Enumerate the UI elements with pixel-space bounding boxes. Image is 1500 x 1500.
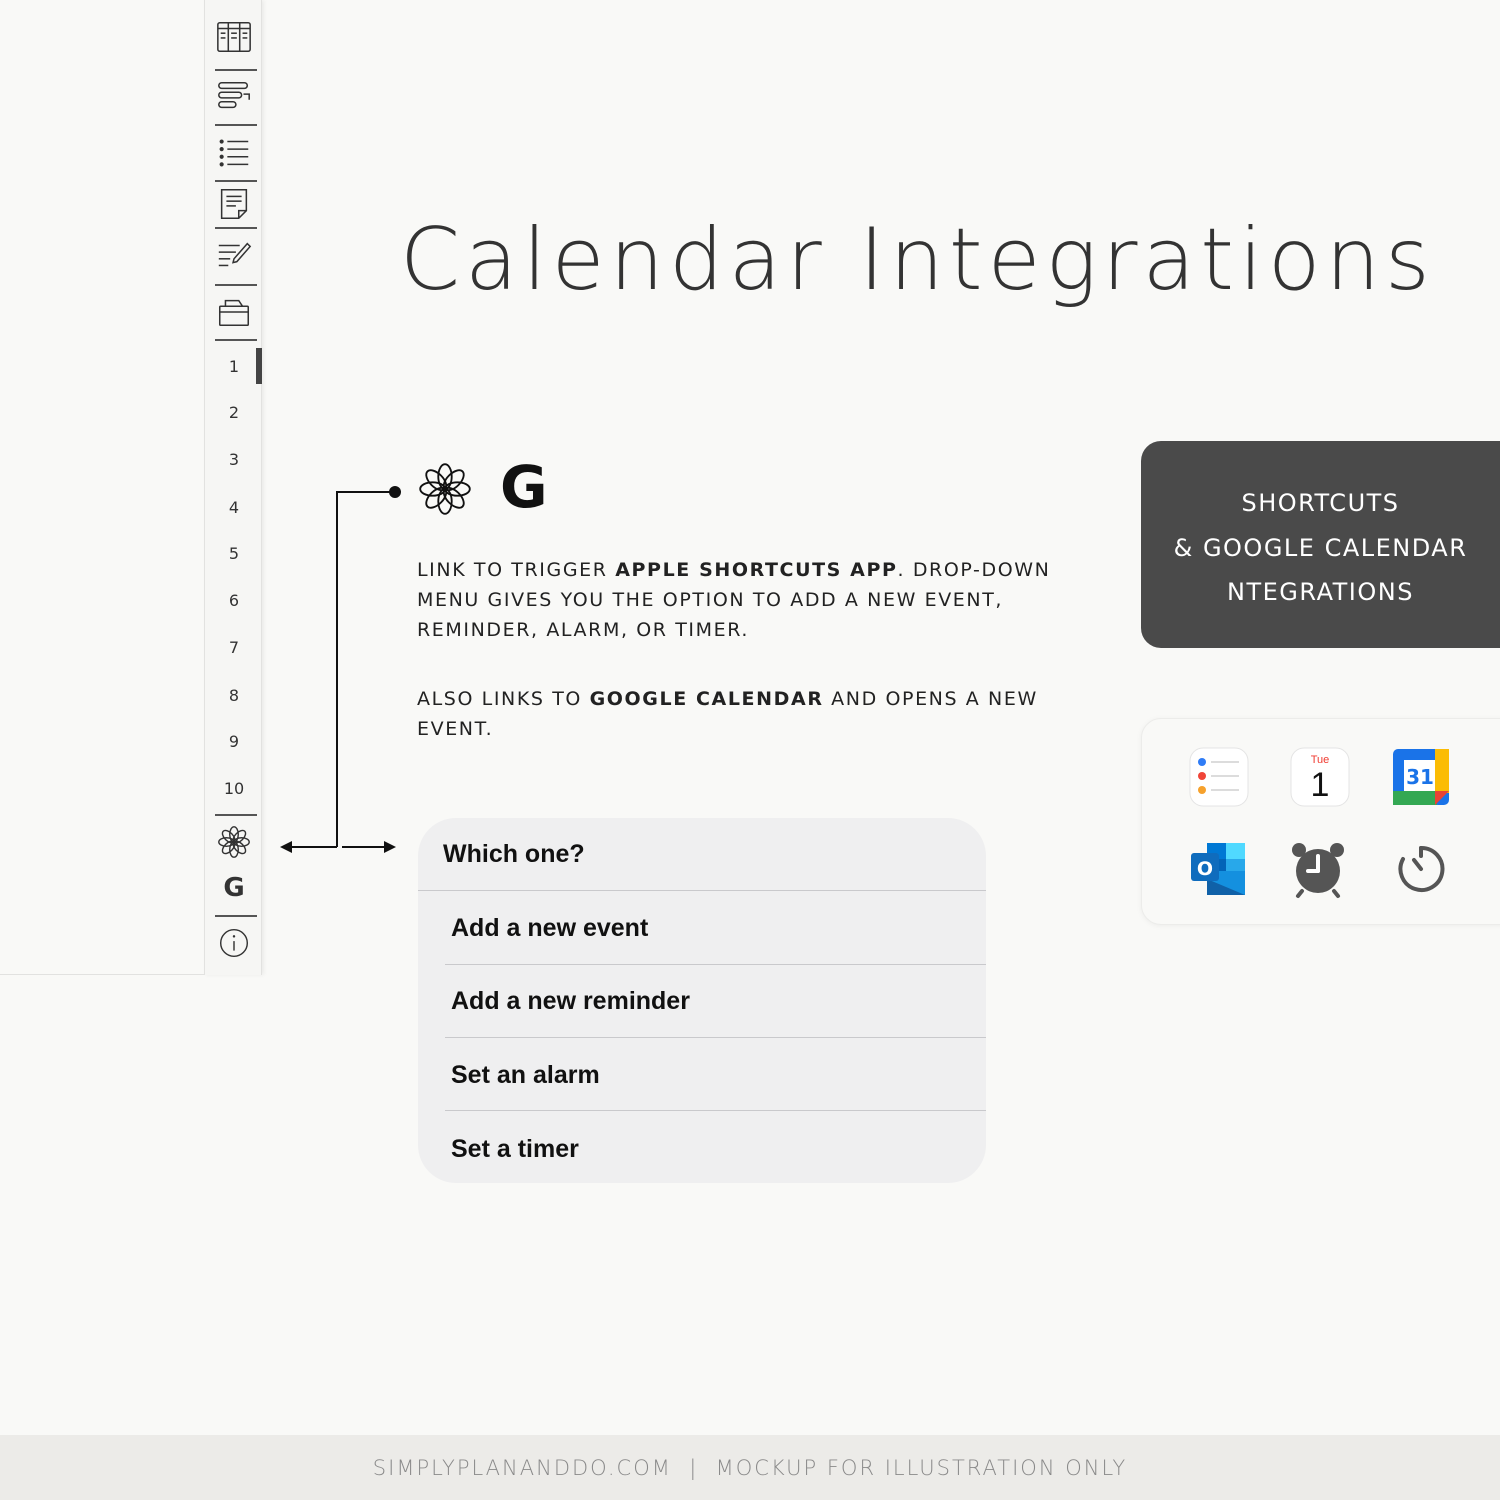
shortcuts-description [417,555,1097,645]
menu-title: Which one? [443,840,585,868]
google-calendar-app-icon[interactable] [1391,747,1451,807]
reminders-app-icon[interactable] [1189,747,1249,807]
apps-card [1141,718,1500,925]
sidebar-divider [215,915,257,917]
sidebar-page-5[interactable]: 5 [228,543,240,563]
left-panel [0,0,204,975]
menu-divider [445,1037,986,1038]
list-icon[interactable] [213,132,255,172]
desc-text: LINK TO TRIGGER [417,559,616,581]
menu-item-add-reminder[interactable]: Add a new reminder [451,986,690,1015]
calendar-date-label: 1 [1310,766,1330,804]
menu-item-set-alarm[interactable]: Set an alarm [451,1060,600,1089]
timer-app-icon[interactable] [1391,839,1451,899]
sidebar-divider [215,124,257,126]
sidebar-divider [215,227,257,229]
desc-text: . DROP-DOWN MENU GIVES YOU THE OPTION TO ADD A NEW EVENT, REMINDER, ALARM, OR TIMER. [417,559,1051,641]
feature-card [1141,441,1500,648]
outlook-letter: O [1196,858,1214,880]
menu-item-add-event[interactable]: Add a new event [451,913,649,942]
sidebar-page-4[interactable]: 4 [228,497,240,517]
apple-calendar-app-icon[interactable] [1290,747,1350,807]
write-icon[interactable] [213,235,255,275]
footer: SIMPLYPLANANDDO.COM | MOCKUP FOR ILLUSTRATION ONLY [0,1435,1500,1500]
desc-text: AND OPENS A NEW EVENT. [417,688,1038,740]
google-description [417,684,1097,744]
desc-bold: APPLE SHORTCUTS APP [615,559,898,581]
feature-card-line: SHORTCUTS [1241,489,1400,517]
sidebar-divider [215,180,257,182]
sidebar-page-2[interactable]: 2 [228,402,240,422]
outlook-app-icon[interactable] [1189,839,1249,899]
feature-card-line: & GOOGLE CALENDAR [1173,534,1468,562]
info-icon[interactable] [213,923,255,963]
shortcuts-icon [414,458,476,520]
feature-card-line: NTEGRATIONS [1227,578,1414,606]
sidebar-divider [215,814,257,816]
menu-item-set-timer[interactable]: Set a timer [451,1134,579,1163]
google-icon: G [500,453,548,521]
active-page-indicator [256,348,262,384]
calendar-grid-icon[interactable] [213,17,255,57]
timeline-icon[interactable] [213,76,255,116]
notes-icon[interactable] [213,184,255,224]
desc-bold: GOOGLE CALENDAR [589,688,824,710]
menu-divider [418,890,986,891]
sidebar-page-1[interactable]: 1 [228,356,240,376]
calendar-day-label: Tue [1310,754,1330,766]
sidebar-divider [215,69,257,71]
google-icon[interactable]: G [223,873,245,903]
folder-icon[interactable] [213,292,255,332]
sidebar-page-10[interactable]: 10 [223,778,245,798]
sidebar [204,0,262,975]
page-title: Calendar Integrations [400,210,1435,310]
desc-text: ALSO LINKS TO [417,688,590,710]
shortcut-menu [418,818,986,1183]
sidebar-page-8[interactable]: 8 [228,685,240,705]
clock-alarm-app-icon[interactable] [1288,839,1348,899]
menu-divider [445,1110,986,1111]
sidebar-page-7[interactable]: 7 [228,637,240,657]
connector-arrows [270,470,410,870]
sidebar-page-9[interactable]: 9 [228,731,240,751]
gcal-date-label: 31 [1406,765,1434,789]
sidebar-divider [215,284,257,286]
shortcuts-icon[interactable] [213,822,255,862]
sidebar-page-3[interactable]: 3 [228,449,240,469]
sidebar-page-6[interactable]: 6 [228,590,240,610]
sidebar-divider [215,339,257,341]
